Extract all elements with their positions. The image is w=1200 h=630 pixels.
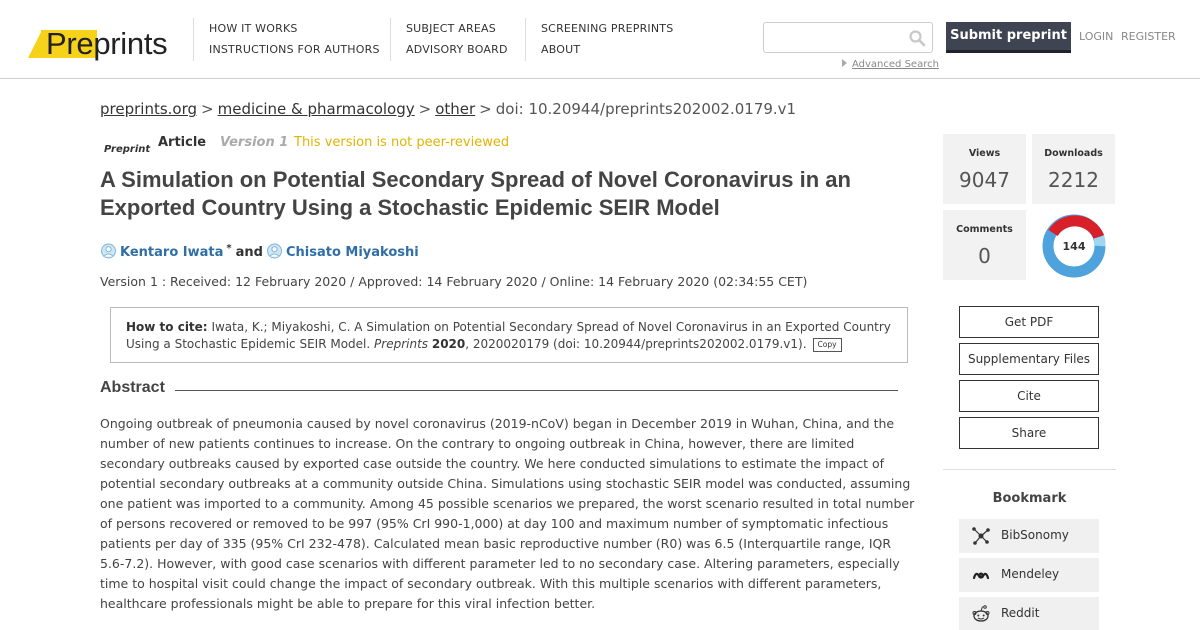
downloads-count: 2212 bbox=[1048, 168, 1099, 192]
advanced-search-link[interactable] bbox=[842, 59, 939, 70]
bookmark-bibsonomy[interactable] bbox=[959, 519, 1099, 553]
author-list bbox=[100, 243, 419, 260]
supplementary-files-button[interactable]: Supplementary Files bbox=[959, 343, 1099, 375]
comments-stat[interactable] bbox=[943, 210, 1026, 280]
login-link[interactable]: LOGIN bbox=[1079, 30, 1114, 43]
advanced-search-label: Advanced Search bbox=[852, 59, 939, 70]
version-history: Version 1 : Received: 12 February 2020 / Approved: 14 February 2020 / Online: 14 February 2020 (02:34:55 CET) bbox=[100, 274, 808, 289]
how-to-cite-box bbox=[110, 307, 908, 363]
logo-accent-shape bbox=[28, 30, 42, 58]
submit-preprint-button[interactable]: Submit preprint bbox=[946, 22, 1071, 53]
breadcrumb bbox=[100, 100, 796, 118]
mendeley-icon bbox=[971, 565, 991, 585]
nav-divider bbox=[193, 18, 194, 61]
bookmark-heading: Bookmark bbox=[992, 491, 1067, 506]
nav-advisory-board[interactable]: ADVISORY BOARD bbox=[406, 43, 508, 56]
preprints-logo[interactable] bbox=[28, 24, 180, 64]
bookmark-reddit[interactable] bbox=[959, 597, 1099, 630]
reddit-icon bbox=[971, 604, 991, 624]
register-link[interactable]: REGISTER bbox=[1121, 30, 1176, 43]
article-meta-row bbox=[104, 135, 510, 156]
comments-count: 0 bbox=[978, 244, 991, 268]
version-label: Version 1 bbox=[220, 135, 289, 150]
citation-journal: Preprints bbox=[374, 337, 429, 351]
article-type: Article bbox=[158, 135, 207, 150]
nav-divider bbox=[525, 18, 526, 61]
comments-label: Comments bbox=[956, 224, 1013, 235]
search-icon[interactable] bbox=[908, 29, 926, 47]
bookmark-reddit-label: Reddit bbox=[1001, 606, 1040, 620]
bookmark-bibsonomy-label: BibSonomy bbox=[1001, 528, 1069, 542]
search-box bbox=[763, 22, 933, 53]
downloads-label: Downloads bbox=[1044, 148, 1103, 159]
article-title: A Simulation on Potential Secondary Spread of Novel Coronavirus in an Exported Country Using a Stochastic Epidemic SEIR Model bbox=[100, 167, 851, 220]
abstract-heading: Abstract bbox=[100, 379, 165, 396]
downloads-stat bbox=[1032, 134, 1115, 204]
breadcrumb-home[interactable]: preprints.org bbox=[100, 100, 198, 118]
logo-text: Preprints bbox=[46, 26, 168, 61]
preprint-label: Preprint bbox=[104, 144, 151, 155]
citation-text: Iwata, K.; Miyakoshi, C. A Simulation on Potential Secondary Spread of Novel Coronavirus in an Exported Country Using a Stochastic Epidemic SEIR Model. bbox=[126, 320, 891, 351]
breadcrumb-separator: > bbox=[201, 100, 214, 118]
share-button[interactable]: Share bbox=[959, 417, 1099, 449]
breadcrumb-separator: > bbox=[479, 100, 492, 118]
bookmark-mendeley-label: Mendeley bbox=[1001, 567, 1060, 581]
breadcrumb-medicine-pharmacology[interactable]: medicine & pharmacology bbox=[217, 100, 415, 118]
views-label: Views bbox=[968, 148, 1001, 159]
nav-about[interactable]: ABOUT bbox=[541, 43, 581, 56]
citation-id: , 2020020179 (doi: 10.20944/preprints202002.0179.v1). bbox=[465, 337, 807, 351]
how-to-cite-label: How to cite: bbox=[126, 320, 208, 334]
copy-citation-button[interactable]: Copy bbox=[813, 338, 842, 352]
nav-subject-areas[interactable]: SUBJECT AREAS bbox=[406, 22, 496, 35]
user-icon bbox=[266, 243, 283, 259]
views-count: 9047 bbox=[959, 168, 1010, 192]
breadcrumb-separator: > bbox=[418, 100, 432, 118]
author-link[interactable]: Kentaro Iwata bbox=[120, 245, 224, 260]
site-header bbox=[0, 0, 1200, 79]
altmetric-donut[interactable] bbox=[1041, 213, 1107, 279]
author-link[interactable]: Chisato Miyakoshi bbox=[285, 245, 419, 260]
nav-screening-preprints[interactable]: SCREENING PREPRINTS bbox=[541, 22, 674, 35]
get-pdf-button[interactable]: Get PDF bbox=[959, 306, 1099, 338]
corresponding-author-mark: * bbox=[226, 243, 232, 254]
user-icon bbox=[100, 243, 117, 259]
views-stat bbox=[943, 134, 1026, 204]
nav-instructions-for-authors[interactable]: INSTRUCTIONS FOR AUTHORS bbox=[209, 43, 380, 56]
triangle-right-icon bbox=[842, 59, 847, 67]
cite-button[interactable]: Cite bbox=[959, 380, 1099, 412]
nav-divider bbox=[390, 18, 391, 61]
breadcrumb-other[interactable]: other bbox=[435, 100, 476, 118]
author-conjunction: and bbox=[235, 245, 263, 260]
altmetric-score: 144 bbox=[1062, 240, 1086, 253]
abstract-divider bbox=[175, 390, 898, 391]
sidebar-divider bbox=[943, 469, 1116, 470]
breadcrumb-doi: doi: 10.20944/preprints202002.0179.v1 bbox=[495, 100, 797, 118]
bibsonomy-icon bbox=[971, 526, 991, 546]
peer-review-status: This version is not peer-reviewed bbox=[294, 135, 510, 150]
search-input[interactable] bbox=[768, 27, 906, 48]
citation-year: 2020 bbox=[431, 337, 466, 351]
abstract-text: Ongoing outbreak of pneumonia caused by novel coronavirus (2019-nCoV) began in December 2019 in Wuhan, China, and the number of new patients continues to increase. On the contrary to ongoing outbreak in China, however, there are limited secondary outbreaks caused by exported case outside the country. We here conducted simulations to estimate the impact of potential secondary outbreaks at a community outside China. Simulations using stochastic SEIR model was conducted, assuming one patient was imported to a community. Among 45 possible scenarios we prepared, the worst scenario resulted in total number of persons recovered or removed to be 997 (95% CrI 990-1,000) at day 100 and maximum number of symptomatic infectious patients per day of 335 (95% CrI 232-478). Calculated mean basic reproductive number (R0) was 6.5 (Interquartile range, IQR 5.6-7.2). However, with good case scenarios with different parameter led to no secondary case. Altering parameters, especially time to hospital visit could change the impact of secondary outbreak. With this multiple scenarios with different parameters, healthcare professionals might be able to prepare for this viral infection better. bbox=[100, 416, 915, 611]
nav-how-it-works[interactable]: HOW IT WORKS bbox=[209, 22, 298, 35]
bookmark-mendeley[interactable] bbox=[959, 558, 1099, 592]
